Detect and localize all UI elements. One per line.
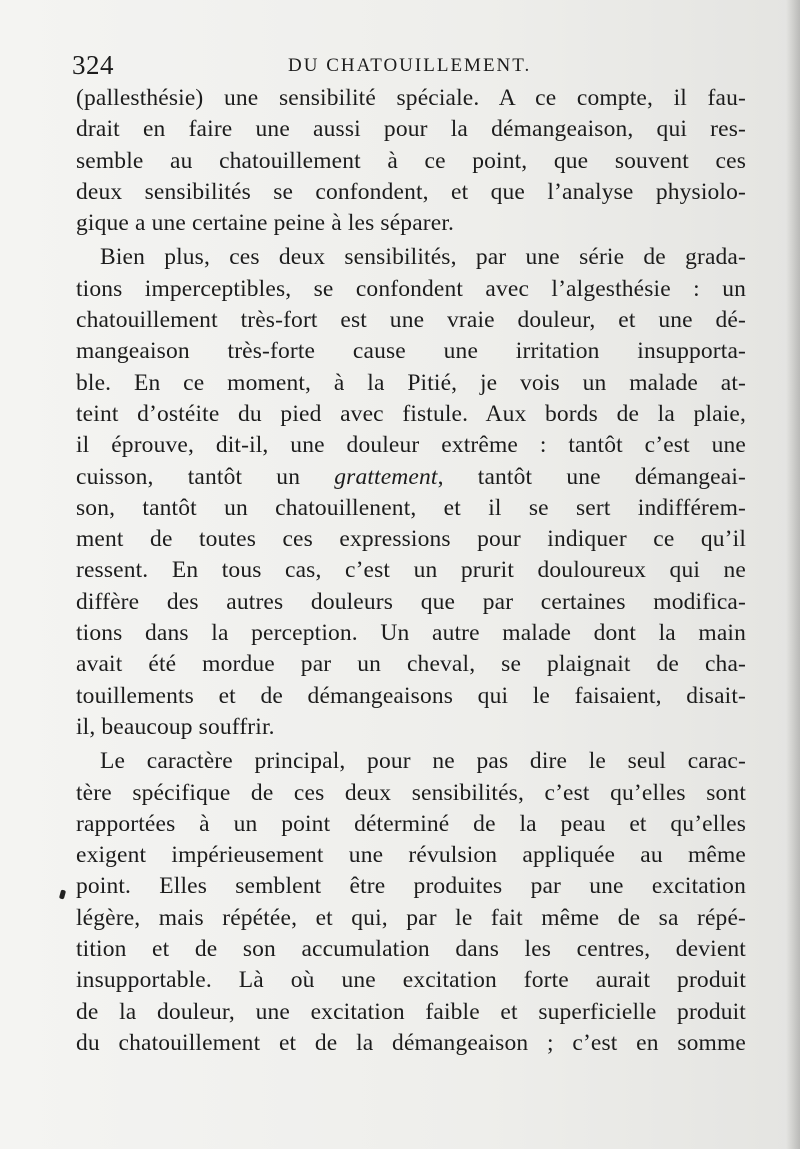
text-line: son, tantôt un chatouillenent, et il se sert indifférem-: [76, 494, 746, 521]
text-line: semble au chatouillement à ce point, que souvent ces: [76, 147, 746, 174]
text-line: ressent. En tous cas, c’est un prurit douloureux qui ne: [76, 557, 746, 584]
text-line: il, beaucoup souffrir.: [76, 713, 275, 740]
text-line: drait en faire une aussi pour la démangeaison, qui res-: [76, 116, 746, 143]
text-line: diffère des autres douleurs que par certaines modifica-: [76, 588, 746, 615]
text-line: insupportable. Là où une excitation forte aurait produit: [76, 967, 746, 994]
text-line: touillements et de démangeaisons qui le faisaient, disait-: [76, 682, 746, 709]
text-line: tition et de son accumulation dans les centres, devient: [76, 936, 746, 963]
italic-word: grattement: [334, 463, 438, 490]
text-line: ment de toutes ces expressions pour indiquer ce qu’il: [76, 526, 746, 553]
text-line: mangeaison très-forte cause une irritation insupporta-: [76, 338, 746, 365]
text-line-with-italic: [76, 462, 746, 493]
text-line: chatouillement très-fort est une vraie douleur, et une dé-: [76, 307, 746, 334]
margin-mark: [59, 890, 66, 900]
text-segment: cuisson, tantôt un: [76, 463, 335, 490]
text-line: Bien plus, ces deux sensibilités, par une série de grada-: [100, 244, 746, 271]
text-line: avait été mordue par un cheval, se plaignait de cha-: [76, 651, 746, 678]
chapter-title: DU CHATOUILLEMENT.: [288, 55, 532, 76]
text-line: tions dans la perception. Un autre malade dont la main: [76, 620, 746, 647]
text-line: (pallesthésie) une sensibilité spéciale. A ce compte, il fau-: [76, 85, 746, 111]
text-line: ble. En ce moment, à la Pitié, je vois un malade at-: [76, 369, 746, 396]
text-line: tions imperceptibles, se confondent avec l’algesthésie : un: [76, 275, 746, 302]
text-line: rapportées à un point déterminé de la peau et qu’elles: [76, 810, 746, 837]
text-line: deux sensibilités se confondent, et que l’analyse physiolo-: [76, 178, 746, 205]
page-number: 324: [72, 50, 114, 80]
text-line: du chatouillement et de la démangeaison ; c’est en somme: [76, 1029, 746, 1056]
text-line: il éprouve, dit-il, une douleur extrême : tantôt c’est une: [76, 432, 746, 459]
page-edge-shadow: [786, 0, 800, 1149]
text-segment: , tantôt une démangeai-: [437, 463, 746, 490]
text-line: exigent impérieusement une révulsion appliquée au même: [76, 842, 746, 869]
text-line: point. Elles semblent être produites par une excitation: [76, 873, 746, 900]
text-line: teint d’ostéite du pied avec fistule. Aux bords de la plaie,: [76, 400, 746, 427]
text-line: tère spécifique de ces deux sensibilités, c’est qu’elles sont: [76, 779, 746, 806]
text-line: légère, mais répétée, et qui, par le fait même de sa répé-: [76, 904, 746, 931]
text-line: gique a une certaine peine à les séparer.: [76, 210, 455, 237]
text-line: de la douleur, une excitation faible et superficielle produit: [76, 998, 746, 1025]
body-text: [76, 83, 746, 1059]
text-line: Le caractère principal, pour ne pas dire le seul carac-: [100, 748, 746, 775]
